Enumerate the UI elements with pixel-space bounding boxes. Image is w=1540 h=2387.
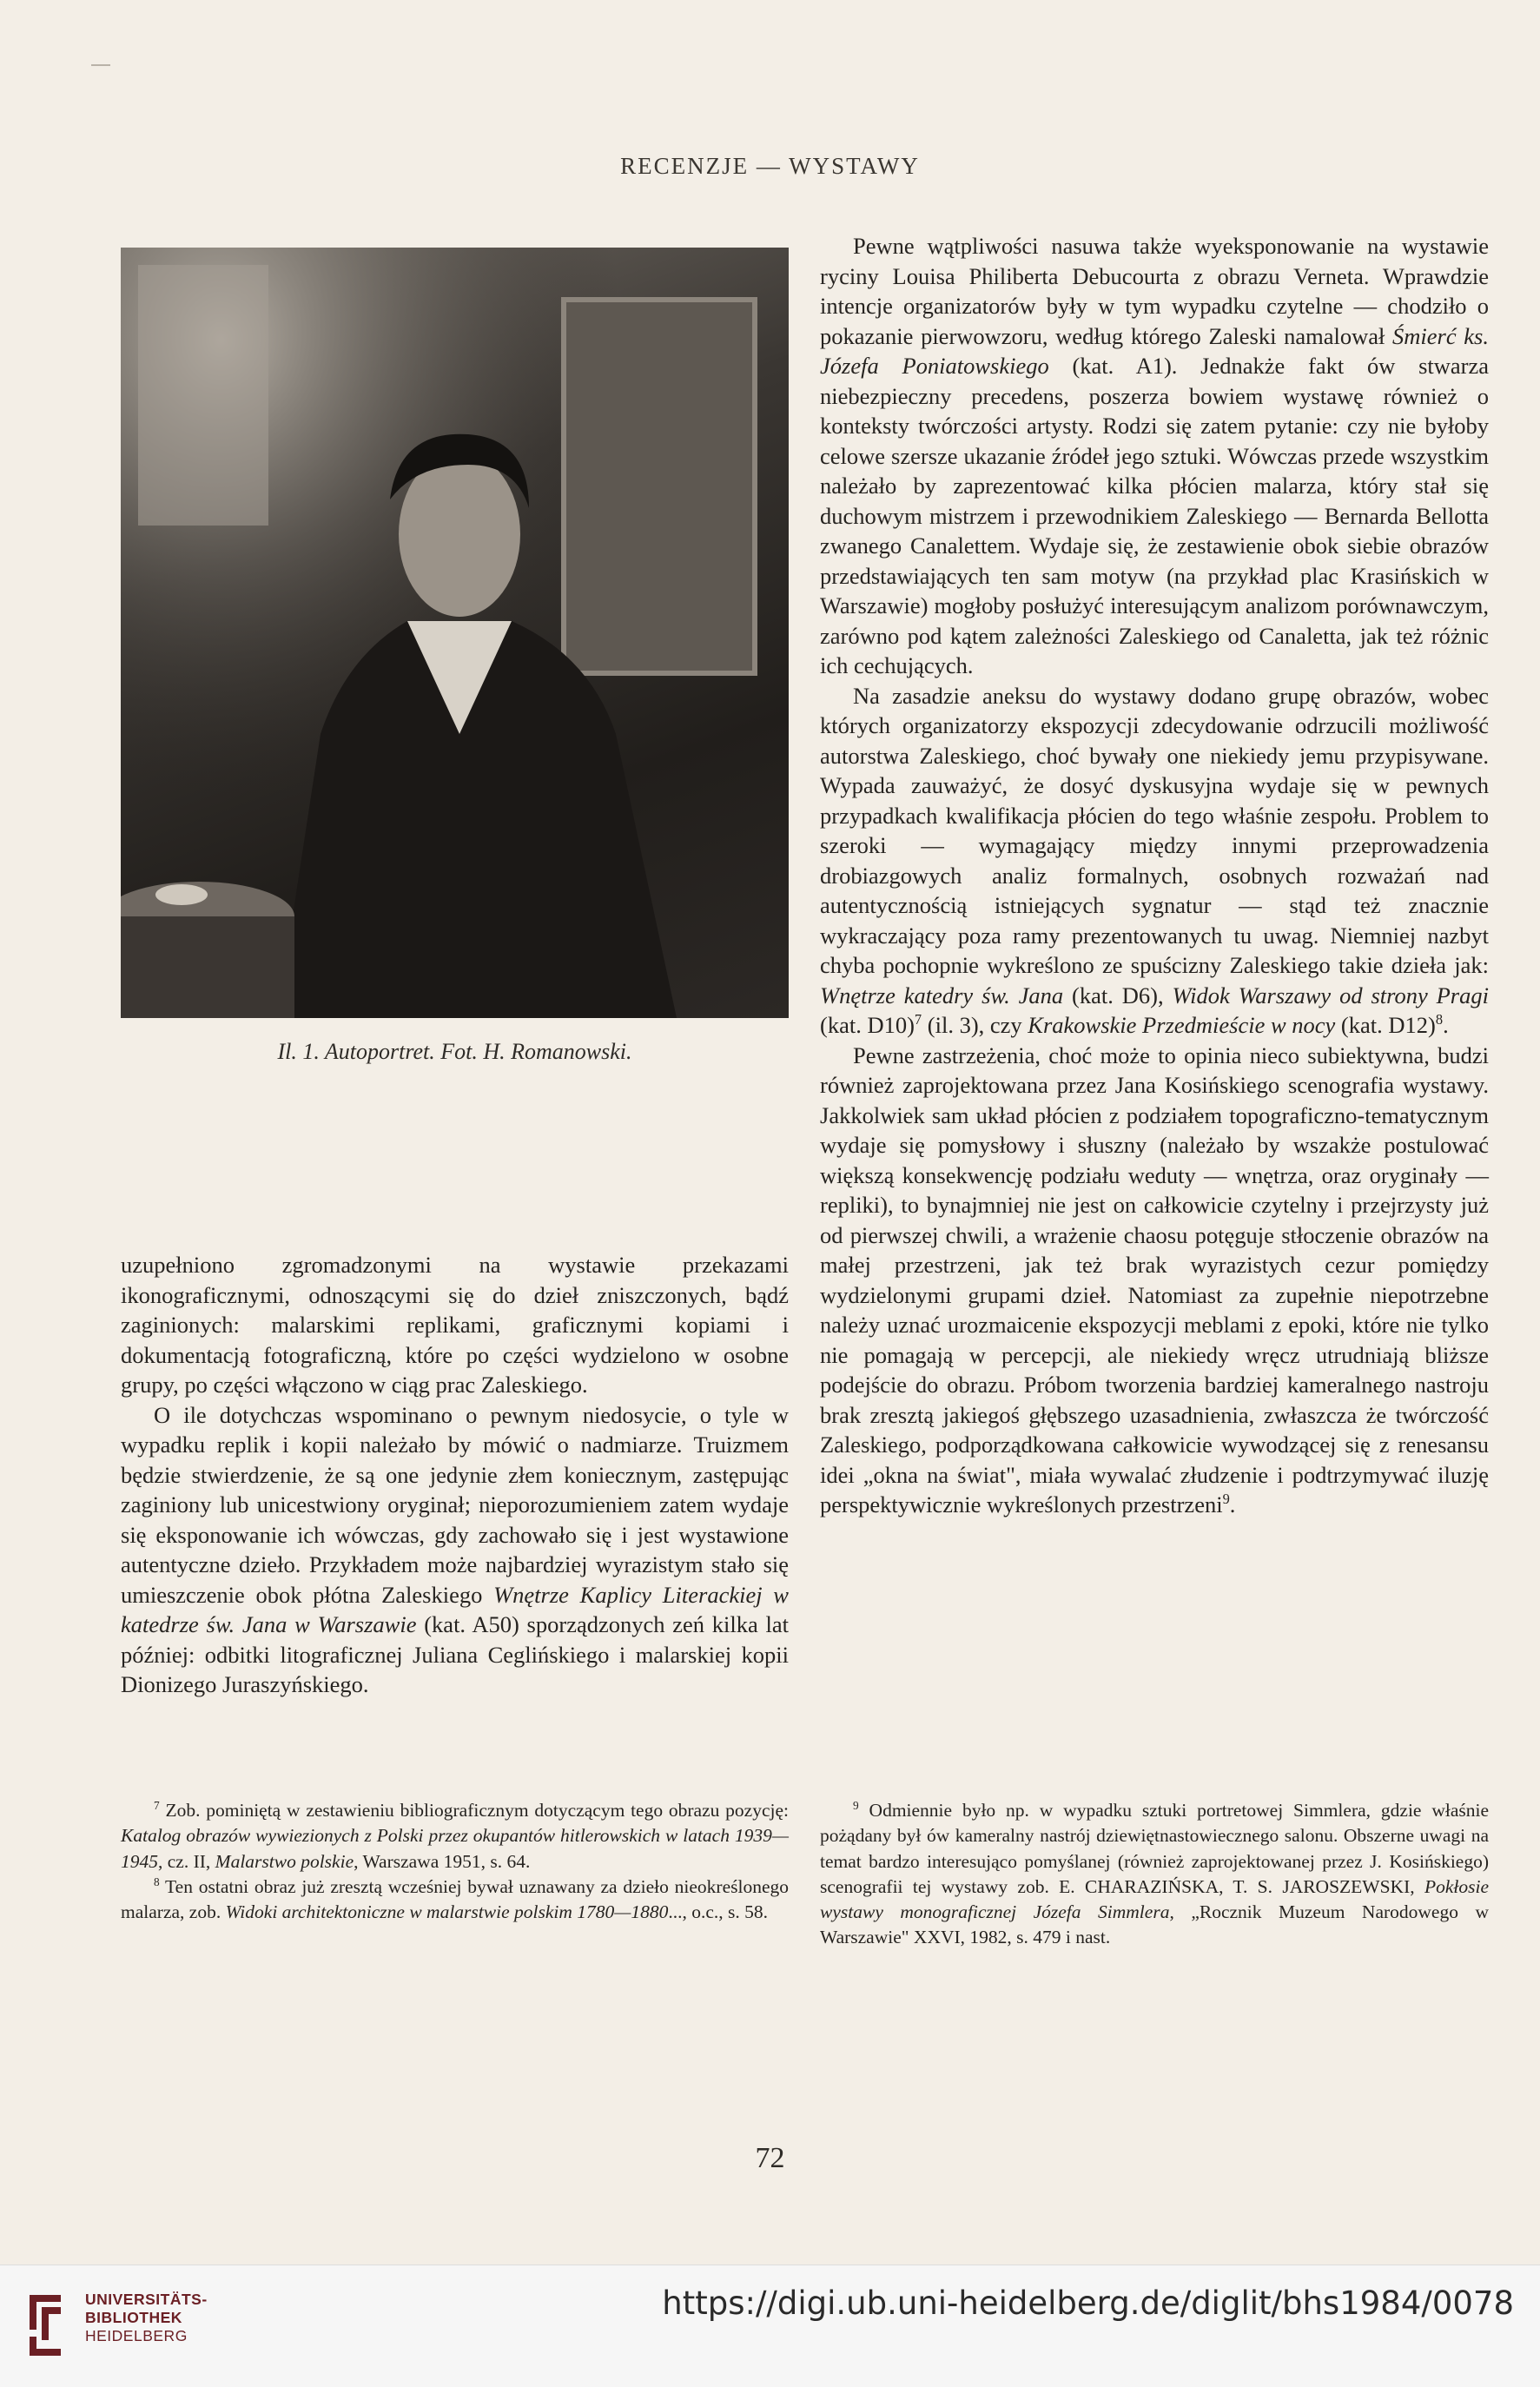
right-column xyxy=(820,231,1489,1520)
footnote: $^7$ Zob. pominiętą w zestawieniu bibliograficznym dotyczącym tego obrazu pozycję: Katalog obrazów wywiezionych z Polski przez okupantów hitlerowskich w latach 1939—1945, cz. II, Malarstwo polskie, Warszawa 1951, s. 64. xyxy=(121,1798,789,1872)
source-url-link[interactable]: https://digi.ub.uni-heidelberg.de/diglit/bhs1984/0078 xyxy=(662,2285,1514,2322)
footnote-ref[interactable]: 9 xyxy=(1222,1491,1230,1508)
page-number: 72 xyxy=(755,2142,785,2174)
paragraph: uzupełniono zgromadzonymi na wystawie przekazami ikonograficznymi, odnoszącymi się do dzieł zniszczonych, bądź zaginionych: malarskimi replikami, graficznymi kopiami i dokumentacją fotograficzną, które po części wydzielono w osobne grupy, po części włączono w ciąg prac Zaleskiego. xyxy=(121,1252,789,1398)
footnotes-left xyxy=(121,1798,789,1925)
paragraph: Pewne wątpliwości nasuwa także wyeksponowanie na wystawie ryciny Louisa Philiberta Debucourta z obrazu Verneta. Wprawdzie intencje organizatorów były w tym wypadku czytelne — chodziło o pokazanie pierwowzoru, według którego Zaleski namalował Śmierć ks. Józefa Poniatowskiego (kat. A1). Jednakże fakt ów stwarza niebezpieczny precedens, poszerza bowiem wystawę również o konteksty twórczości artysty. Rodzi się zatem pytanie: czy nie byłoby celowe szersze ukazanie źródeł jego sztuki. Wówczas przede wszystkim należało by zaprezentować kilka płócien malarza, który stał się duchowym mistrzem i przewodnikiem Zaleskiego — Bernarda Bellotta zwanego Canalettem. Wydaje się, że zestawienie obok siebie obrazów przedstawiających ten sam motyw (na przykład plac Krasińskich w Warszawie) mogłoby posłużyć interesującym analizom porównawczym, zarówno pod kątem zależności Zaleskiego od Canaletta, jak też różnic ich cechujących. xyxy=(820,233,1489,678)
footnote-ref[interactable]: 8 xyxy=(1435,1011,1444,1028)
running-header: RECENZJE — WYSTAWY xyxy=(620,153,920,179)
library-logo-icon[interactable] xyxy=(26,2291,64,2359)
paragraph: Pewne zastrzeżenia, choć może to opinia nieco subiektywna, budzi również zaprojektowana przez Jana Kosińskiego scenografia wystawy. Jakkolwiek sam układ płócien z podziałem topograficzno-tematycznym wydaje się pomysłowy i słuszny (należało by wszakże postulować większą konsekwencję podziału weduty — wnętrza, oraz oryginały — repliki), to bynajmniej nie jest on całkowicie czytelny i przejrzysty już od pierwszej chwili, a wrażenie chaosu potęguje stłoczenie obrazów na małej przestrzeni, jak też brak wyrazistych cezur pomiędzy wydzielonymi grupami dzieł. Natomiast za zupełnie niepotrzebne należy uznać urozmaicenie ekspozycji meblami z epoki, które nie tylko nie pomagają w percepcji, ale niekiedy wręcz utrudniają bliższe podejście do obrazu. Próbom tworzenia bardziej kameralnego nastroju brak zresztą jakiegoś głębszego uzasadnienia, zwłaszcza że twórczość Zaleskiego, podporządkowana całkowicie wywodzącej się z renesansu idei „okna na świat", miała wywalać złudzenie i podtrzymywać iluzję perspektywicznie wykreślonych przestrzeni$^9$. xyxy=(820,1041,1489,1517)
footnotes-right xyxy=(820,1798,1489,1951)
paragraph: Na zasadzie aneksu do wystawy dodano grupę obrazów, wobec których organizatorzy ekspozycji zdecydowanie odrzucili możliwość autorstwa Zaleskiego, choć bywały one niekiedy jemu przypisywane. Wypada zauważyć, że dosyć dyskusyjna wydaje się w pewnych przypadkach kwalifikacja płócien do tego właśnie zespołu. Problem to szeroki — wymagający między innymi przeprowadzenia drobiazgowych analiz formalnych, osobnych rozważań nad autentycznością istniejących sygnatur — stąd też znacznie wykraczający poza ramy prezentowanych tu uwag. Niemniej nazbyt chyba pochopnie wykreślono ze spuścizny Zaleskiego takie dzieła jak: Wnętrze katedry św. Jana (kat. D6), Widok Warszawy od strony Pragi (kat. D10)$^7$ (il. 3), czy Krakowskie Przedmieście w nocy (kat. D12)$^8$. xyxy=(820,682,1489,1038)
footnote-ref[interactable]: 7 xyxy=(914,1011,922,1028)
left-column xyxy=(121,1250,789,1700)
portrait-photograph xyxy=(121,248,789,1018)
paragraph: O ile dotychczas wspominano o pewnym niedosycie, o tyle w wypadku replik i kopii należało by mówić o nadmiarze. Truizmem będzie stwierdzenie, że są one jedynie złem koniecznym, zastępując zaginiony lub unicestwiony oryginał; nieporozumieniem zatem wydaje się eksponowanie ich wówczas, gdy zachowało się i jest wystawione autentyczne dzieło. Przykładem może najbardziej wyrazistym stało się umieszczenie obok płótna Zaleskiego Wnętrze Kaplicy Literackiej w katedrze św. Jana w Warszawie (kat. A50) sporządzonych zeń kilka lat później: odbitki litograficznej Juliana Ceglińskiego i malarskiej kopii Dionizego Juraszyńskiego. xyxy=(121,1401,789,1697)
library-name[interactable]: UNIVERSITÄTS- BIBLIOTHEK HEIDELBERG xyxy=(85,2291,208,2344)
footnote: $^9$ Odmiennie było np. w wypadku sztuki portretowej Simmlera, gdzie właśnie pożądany był ów kameralny nastrój dziewiętnastowiecznego salonu. Obszerne uwagi na temat bardzo interesująco pomyślanej (również zaprojektowanej przez J. Kosińskiego) scenografii tej wystawy zob. E. CHARAZIŃSKA, T. S. JAROSZEWSKI, Pokłosie wystawy monograficznej Józefa Simmlera, „Rocznik Muzeum Narodowego w Warszawie" XXVI, 1982, s. 479 i nast. xyxy=(820,1798,1489,1948)
viewer-footer xyxy=(0,2265,1540,2387)
figure-caption: Il. 1. Autoportret. Fot. H. Romanowski. xyxy=(277,1039,632,1064)
scan-mark xyxy=(91,64,110,66)
footnote: $^8$ Ten ostatni obraz już zresztą wcześniej bywał uznawany za dzieło nieokreślonego malarza, zob. Widoki architektoniczne w malarstwie polskim 1780—1880..., o.c., s. 58. xyxy=(121,1875,789,1923)
